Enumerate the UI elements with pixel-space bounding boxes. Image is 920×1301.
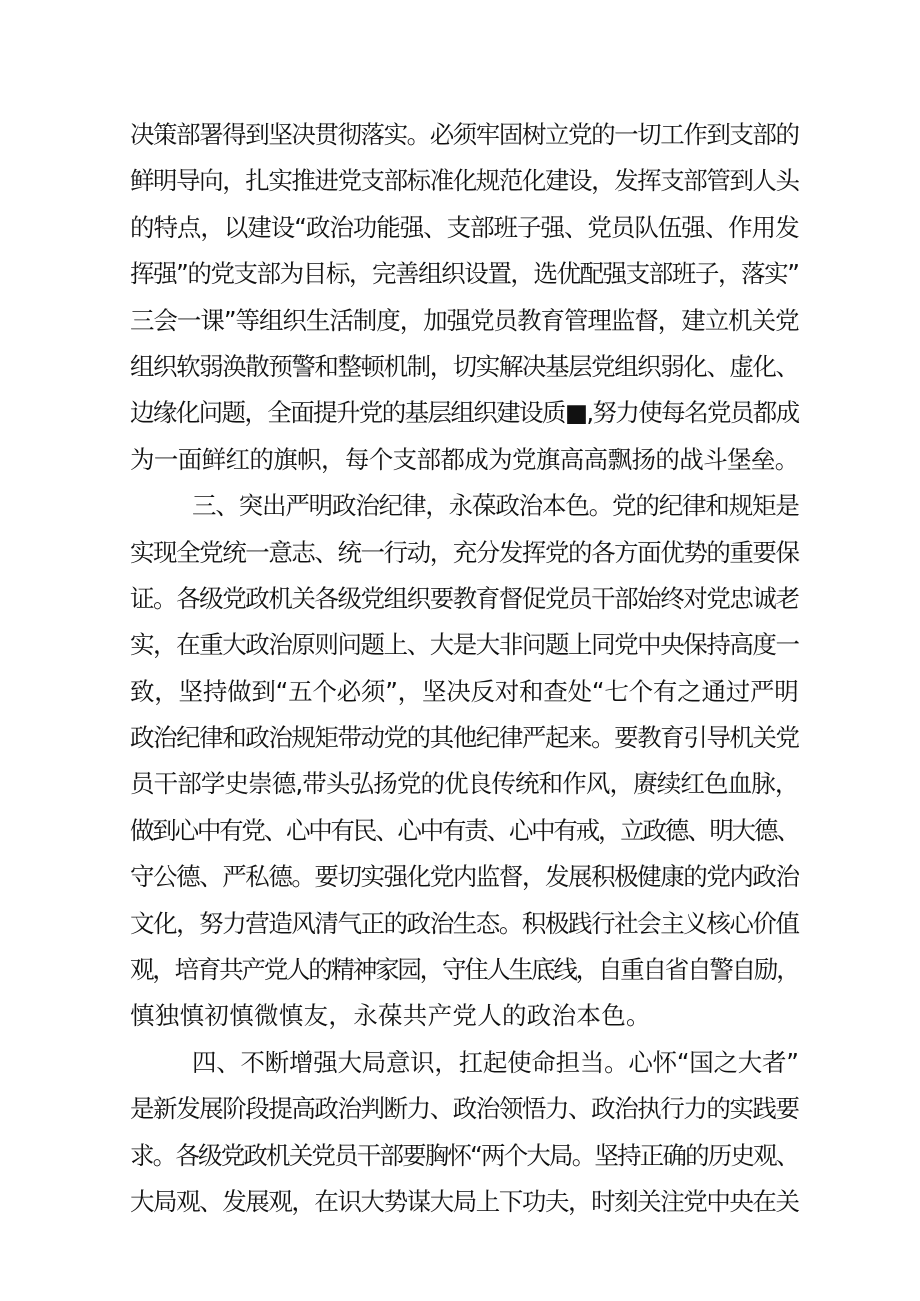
document-body-text xyxy=(130,112,800,1225)
text-line: 的特点，以建设“政治功能强、支部班子强、党员队伍强、作用发 xyxy=(130,212,799,242)
text-line: 三会一课”等组织生活制度，加强党员教育管理监督，建立机关党 xyxy=(130,305,799,335)
text-line: 边缘化问题，全面提升党的基层组织建设质■,努力使每名党员都成 xyxy=(130,398,799,428)
text-line: 鲜明导向，扎实推进党支部标准化规范化建设，发挥支部管到人头 xyxy=(130,166,799,196)
text-line: 致，坚持做到“五个必须”，坚决反对和查处“七个有之通过严明 xyxy=(130,676,799,706)
text-line: 观，培育共产党人的精神家园，守住人生底线，自重自省自警自励， xyxy=(130,955,799,985)
text-line: 三、突出严明政治纪律，永葆政治本色。党的纪律和规矩是 xyxy=(192,491,799,521)
text-line: 大局观、发展观，在识大势谋大局上下功夫，时刻关注党中央在关 xyxy=(130,1186,799,1216)
text-line: 文化，努力营造风清气正的政治生态。积极践行社会主义核心价值 xyxy=(130,908,799,938)
text-line: 证。各级党政机关各级党组织要教育督促党员干部始终对党忠诚老 xyxy=(130,583,799,613)
text-line: 四、不断增强大局意识，扛起使命担当。心怀“国之大者” xyxy=(192,1047,799,1077)
text-line: 政治纪律和政治规矩带动党的其他纪律严起来。要教育引导机关党 xyxy=(130,723,799,753)
text-line: 员干部学史崇德,带头弘扬党的优良传统和作风，赓续红色血脉， xyxy=(130,769,799,799)
text-line: 挥强”的党支部为目标，完善组织设置，选优配强支部班子，落实” xyxy=(130,259,799,289)
text-line: 做到心中有党、心中有民、心中有责、心中有戒，立政德、明大德、 xyxy=(130,815,799,845)
text-line: 为一面鲜红的旗帜，每个支部都成为党旗高高飘扬的战斗堡垒。 xyxy=(130,444,799,474)
text-line: 决策部署得到坚决贯彻落实。必须牢固树立党的一切工作到支部的 xyxy=(130,120,799,149)
text-line: 组织软弱涣散预警和整顿机制，切实解决基层党组织弱化、虚化、 xyxy=(130,351,799,381)
text-line: 求。各级党政机关党员干部要胸怀“两个大局。坚持正确的历史观、 xyxy=(130,1140,799,1170)
text-line: 实现全党统一意志、统一行动，充分发挥党的各方面优势的重要保 xyxy=(130,537,799,567)
text-line: 慎独慎初慎微慎友，永葆共产党人的政治本色。 xyxy=(130,1001,651,1031)
text-line: 是新发展阶段提高政治判断力、政治领悟力、政治执行力的实践要 xyxy=(130,1094,799,1124)
text-line: 实，在重大政治原则问题上、大是大非问题上同党中央保持高度一 xyxy=(130,630,799,660)
text-line: 守公德、严私德。要切实强化党内监督，发展积极健康的党内政治 xyxy=(130,862,799,892)
